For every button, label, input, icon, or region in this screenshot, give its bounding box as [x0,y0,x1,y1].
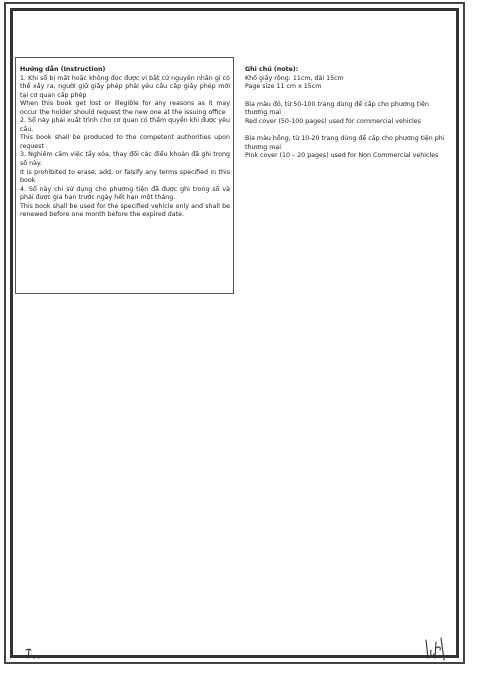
instruction-line: This book shall be produced to the competent authorities upon request [20,134,230,150]
page-size-vi: Khổ giấy rộng: 11cm, dài 15cm [245,74,344,82]
instruction-box [15,57,234,294]
instruction-line: When this book get lost or illegible for any reasons as it may occur the holder should request the new one at the issuing office [20,100,230,116]
instruction-heading: Hướng dẫn (Instruction) [20,66,106,73]
red-cover-vi: Bìa màu đỏ, từ 50-100 trang dùng để cấp cho phương tiện thương mại [245,100,429,116]
instruction-line: It is prohibited to erase, add, or falsify any terms specified in this book [20,168,230,185]
handwritten-initials-left [24,647,46,661]
page-size-en: Page size 11 cm x 15cm [245,83,322,90]
instruction-line: 3. Nghiêm cấm việc tẩy xóa, thay đổi các điều khoản đã ghi trong sổ này. [20,151,230,168]
pink-cover-vi: Bìa màu hồng, từ 10-20 trang dùng để cấp cho phương tiện phi thương mại [245,135,445,151]
notes-section [245,66,445,161]
instruction-line: 1. Khi sổ bị mất hoặc không đọc được vì bất cứ nguyên nhân gì có thể xẩy ra, người giữ giấy phép phải yêu cầu cấp giấy phép mới tại cơ quan cấp phép [20,74,230,99]
pink-cover-en: Pink cover (10 – 20 pages) used for Non Commercial vehicles [245,152,439,159]
red-cover-en: Red cover (50-100 pages) used for commercial vehicles [245,117,421,125]
handwritten-initials-right [423,636,449,662]
instruction-line: This book shall be used for the specified vehicle only and shall be renewed before one month before the expired date. [20,202,230,219]
instruction-line: 4. Sổ này chỉ sử dụng cho phương tiện đã được ghi trong sổ và phải được gia hạn trước ngày hết hạn một tháng. [20,185,230,202]
notes-heading: Ghi chú (note): [245,66,299,73]
instruction-line: 2. Sổ này phải xuất trình cho cơ quan có thẩm quyền khi được yêu cầu. [20,117,230,133]
